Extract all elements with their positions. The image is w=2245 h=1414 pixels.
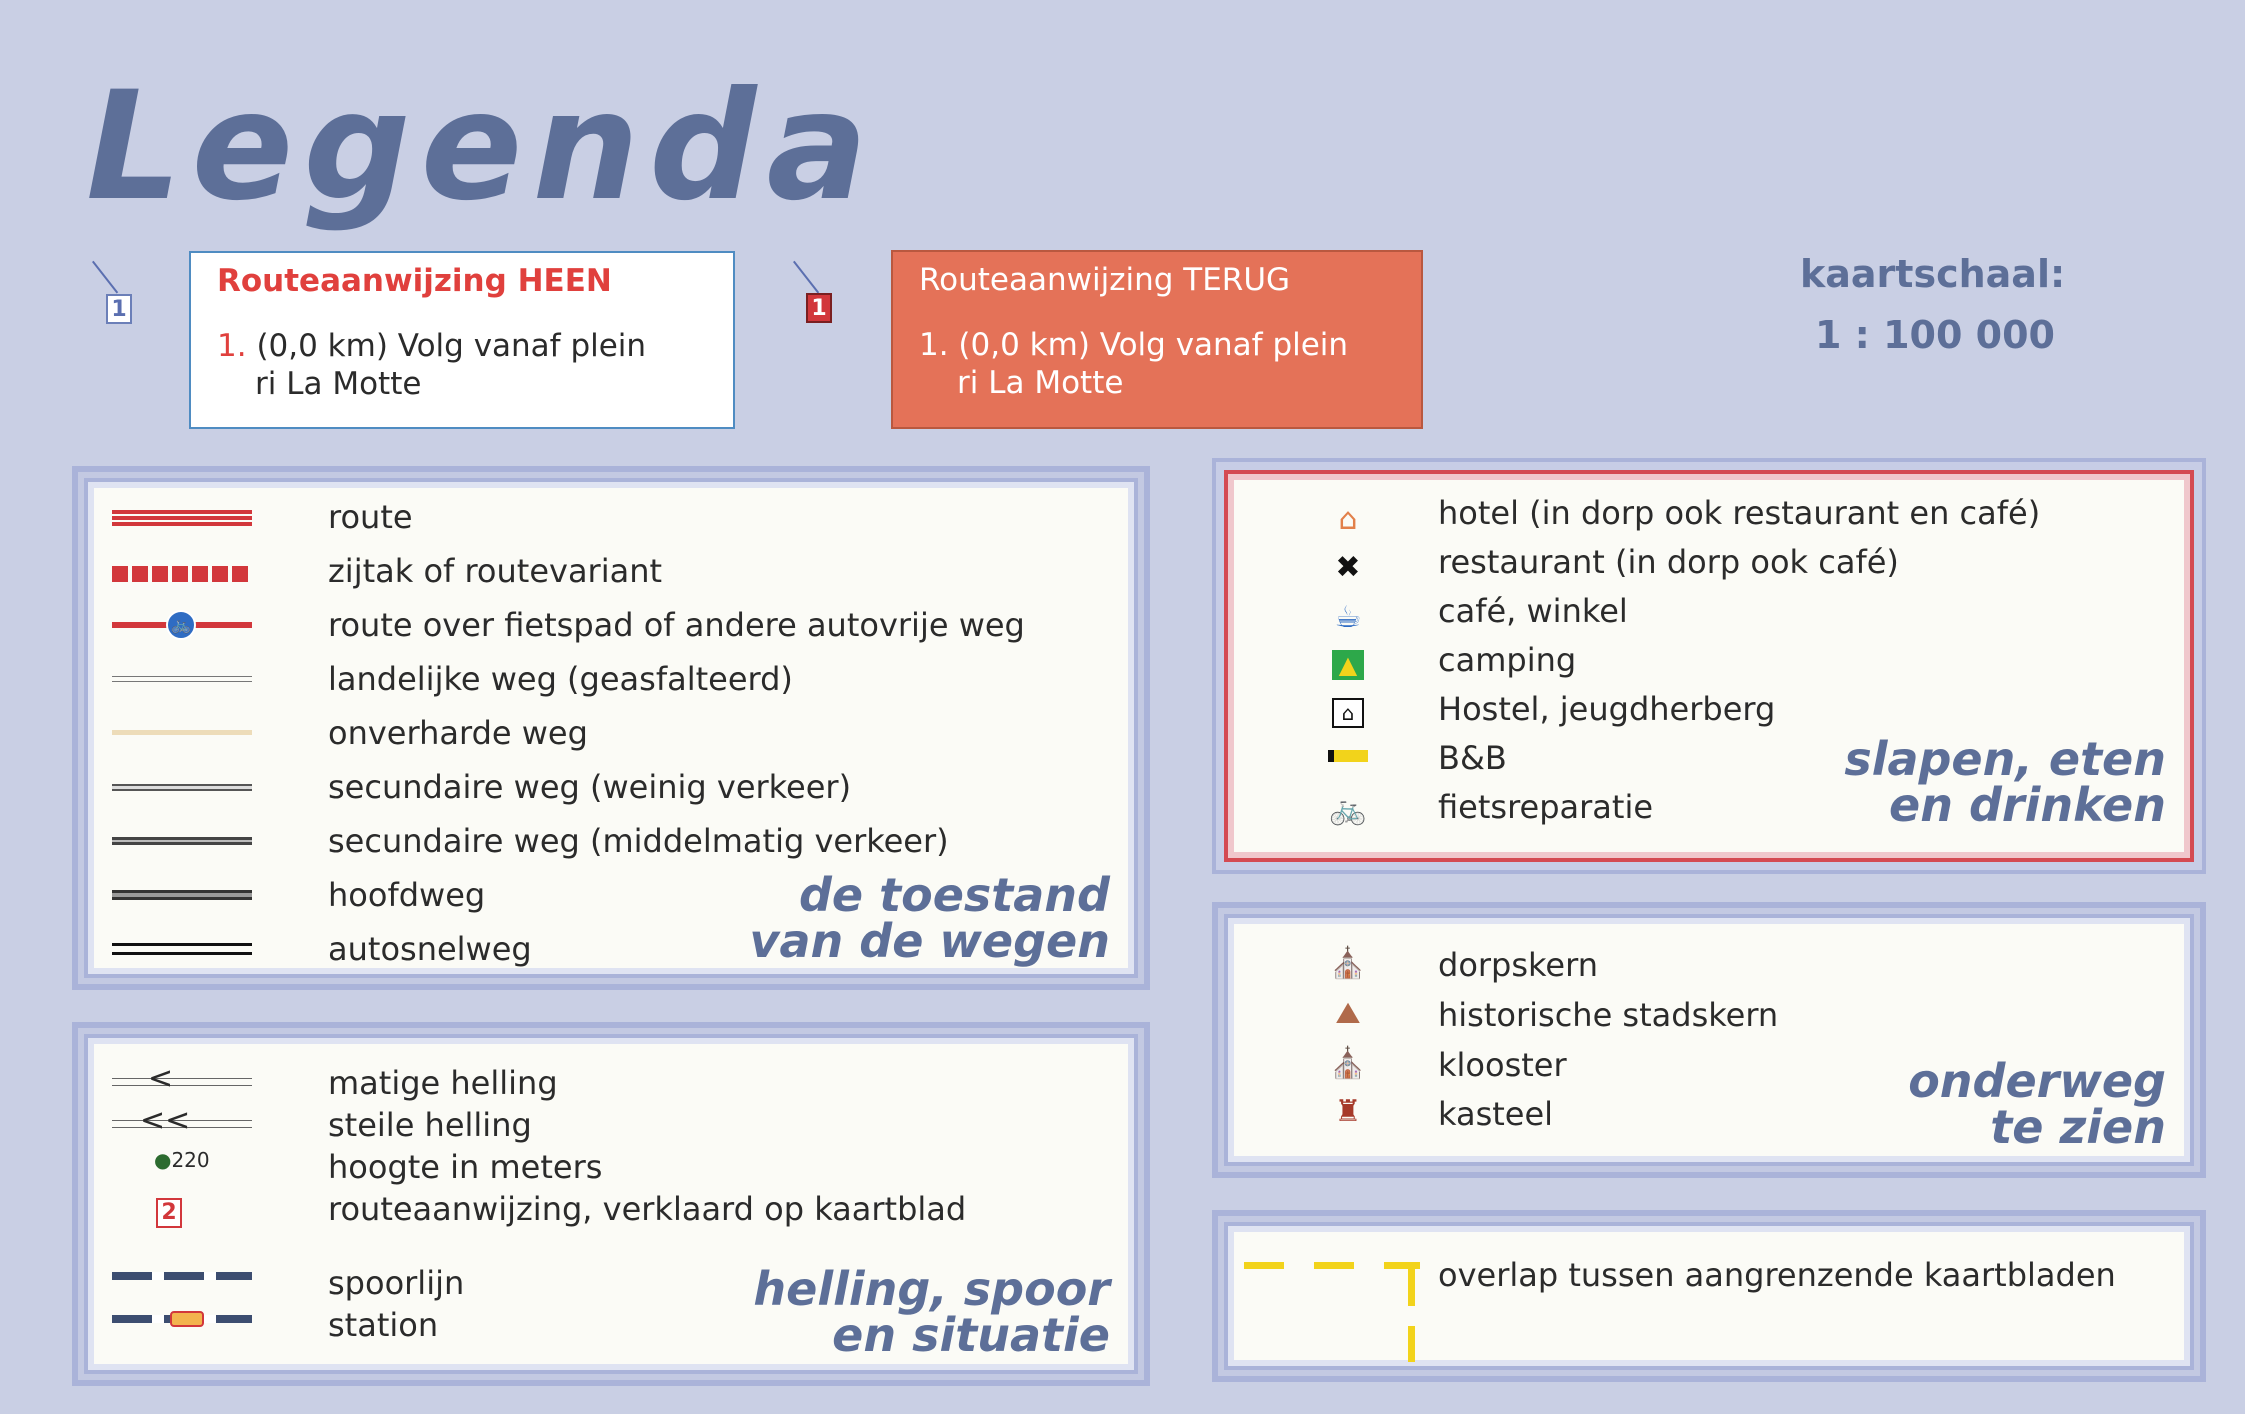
railway-symbol bbox=[112, 1272, 252, 1280]
overlap-legend-panel bbox=[1224, 1222, 2194, 1370]
route-instruction-terug bbox=[891, 250, 1423, 429]
motorway-symbol bbox=[112, 943, 252, 955]
rural-road-symbol bbox=[112, 676, 252, 682]
station-icon bbox=[170, 1311, 204, 1327]
legend-item-label: B&B bbox=[1438, 739, 1507, 777]
height-value: 220 bbox=[171, 1148, 210, 1172]
page-title: Legenda bbox=[86, 60, 878, 234]
sights-caption: onderweg te zien bbox=[1908, 1054, 2166, 1154]
heen-line1-text: (0,0 km) Volg vanaf plein bbox=[256, 328, 647, 364]
legend-item-label: camping bbox=[1438, 641, 1577, 679]
legend-item-label: zijtak of routevariant bbox=[328, 552, 663, 590]
marker-tick bbox=[793, 261, 819, 294]
bed-icon bbox=[1328, 750, 1368, 762]
legend-item-label: hoogte in meters bbox=[328, 1148, 603, 1186]
heen-line2: ri La Motte bbox=[255, 366, 422, 402]
terug-line1: 1. (0,0 km) Volg vanaf plein bbox=[919, 327, 1349, 363]
heen-line1 bbox=[217, 327, 707, 365]
slope-arrow-icon: < bbox=[148, 1061, 174, 1096]
legend-item-label: autosnelweg bbox=[328, 930, 532, 968]
terug-line2: ri La Motte bbox=[957, 365, 1124, 401]
legend-item-label: station bbox=[328, 1306, 439, 1344]
hostel-icon: ⌂ bbox=[1332, 698, 1364, 728]
heen-heading: Routeaanwijzing HEEN bbox=[217, 263, 612, 299]
legend-item-label: dorpskern bbox=[1438, 946, 1598, 984]
roads-caption: de toestand van de wegen bbox=[749, 868, 1110, 968]
legend-item-label: Hostel, jeugdherberg bbox=[1438, 690, 1776, 728]
legend-item-label: spoorlijn bbox=[328, 1264, 465, 1302]
accommodation-caption: slapen, eten en drinken bbox=[1844, 732, 2166, 832]
legend-item-label: secundaire weg (weinig verkeer) bbox=[328, 768, 852, 806]
legend-item-label: fietsreparatie bbox=[1438, 788, 1654, 826]
route-instruction-heen bbox=[189, 251, 735, 429]
legend-item-label: route bbox=[328, 498, 413, 536]
route-marker-terug: 1 bbox=[806, 293, 832, 323]
sights-legend-panel bbox=[1224, 914, 2194, 1166]
hotel-icon: ⌂ bbox=[1338, 502, 1358, 537]
monastery-icon: ⛪ bbox=[1329, 1046, 1367, 1081]
bicycle-icon: 🚲 bbox=[166, 610, 196, 640]
terug-heading: Routeaanwijzing TERUG bbox=[919, 262, 1291, 298]
slope-legend-panel bbox=[84, 1034, 1138, 1374]
bicycle-repair-icon: 🚲 bbox=[1329, 792, 1367, 827]
slope-caption: helling, spoor en situatie bbox=[753, 1262, 1110, 1362]
legend-item-label: steile helling bbox=[328, 1106, 532, 1144]
legend-item-label: historische stadskern bbox=[1438, 996, 1779, 1034]
height-marker: ●220 bbox=[154, 1148, 210, 1172]
secondary-road-medium-symbol bbox=[112, 837, 252, 845]
historic-town-icon: ⛰ bbox=[1335, 996, 1361, 1031]
heen-number: 1. bbox=[217, 328, 247, 364]
main-road-symbol bbox=[112, 890, 252, 900]
legend-item-label: kasteel bbox=[1438, 1095, 1554, 1133]
legend-item-label: restaurant (in dorp ook café) bbox=[1438, 543, 1899, 581]
steep-slope-arrow-icon: << bbox=[140, 1103, 191, 1138]
secondary-road-light-symbol bbox=[112, 784, 252, 791]
legend-item-label: hoofdweg bbox=[328, 876, 486, 914]
legend-item-label: matige helling bbox=[328, 1064, 558, 1102]
scale-value: 1 : 100 000 bbox=[1815, 313, 2055, 357]
camping-icon: ▲ bbox=[1332, 650, 1364, 680]
restaurant-icon: ✖ bbox=[1335, 550, 1361, 585]
overlap-vertical-symbol bbox=[1408, 1262, 1415, 1362]
legend-item-label: klooster bbox=[1438, 1046, 1567, 1084]
legend-item-label: route over fietspad of andere autovrije weg bbox=[328, 606, 1025, 644]
legend-item-label: routeaanwijzing, verklaard op kaartblad bbox=[328, 1190, 967, 1228]
legend-item-label: overlap tussen aangrenzende kaartbladen bbox=[1438, 1256, 2116, 1294]
overlap-horizontal-symbol bbox=[1244, 1262, 1420, 1269]
roads-legend-panel bbox=[84, 478, 1138, 978]
route-marker-heen: 1 bbox=[106, 294, 132, 324]
legend-item-label: hotel (in dorp ook restaurant en café) bbox=[1438, 494, 2041, 532]
accommodation-legend-panel bbox=[1224, 470, 2194, 862]
moderate-slope-symbol bbox=[112, 1078, 252, 1086]
route-variant-symbol bbox=[112, 566, 252, 582]
castle-icon: ♜ bbox=[1334, 1094, 1362, 1129]
legend-item-label: onverharde weg bbox=[328, 714, 588, 752]
route-symbol bbox=[112, 510, 252, 526]
legend-item-label: secundaire weg (middelmatig verkeer) bbox=[328, 822, 949, 860]
legend-item-label: landelijke weg (geasfalteerd) bbox=[328, 660, 793, 698]
scale-label: kaartschaal: bbox=[1800, 252, 2066, 296]
village-icon: ⛪ bbox=[1329, 946, 1367, 981]
unpaved-road-symbol bbox=[112, 730, 252, 735]
legend-item-label: café, winkel bbox=[1438, 592, 1628, 630]
route-marker-example: 2 bbox=[156, 1198, 182, 1228]
marker-tick bbox=[92, 261, 118, 294]
cafe-icon: ☕ bbox=[1334, 600, 1362, 635]
